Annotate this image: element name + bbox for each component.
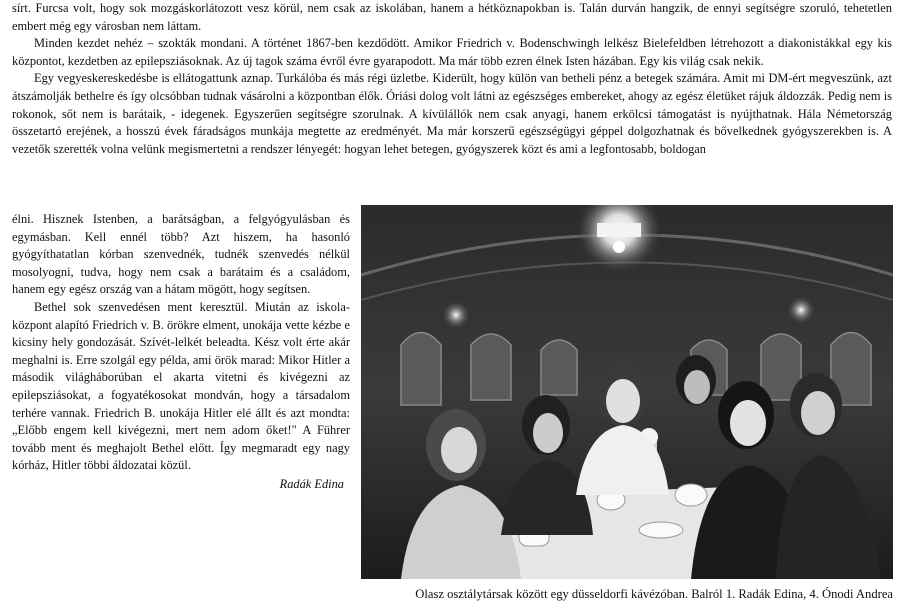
author-byline: Radák Edina: [279, 476, 344, 491]
paragraph-history: Minden kezdet nehéz – szokták mondani. A történet 1867-ben kezdődött. Amikor Friedrich v. Bodenschwingh lelkész Bielefeldben létrehozott a diakonistákkal egy kis központot, kezdetben az epilepsziásoknak. Az új tagok száma évről évre gyarapodott. Ma már több ezren élnek Isten házában. Egy kis világ csak nekik.: [12, 36, 892, 68]
paragraph-intro: sírt. Furcsa volt, hogy sok mozgáskorlátozott vesz körül, nem csak az iskolában, hanem a hétköznapokban is. Talán durván hangzik, de ennyi segítségre szoruló, tehetetlen embert még egy városban nem láttam.: [12, 1, 892, 33]
paragraph-faith: élni. Hisznek Istenben, a barátságban, a felgyógyulásban és egymásban. Kell ennél több? Azt hiszem, ha hasonló gyógyíthatatlan kórban szenvednék, tudnék szenvedés nélkül mosolyogni, tudva, hogy nem csak a barátaim és a családom, hanem egy egész ország van a hátam mögött, hogy segítsen.: [12, 212, 350, 297]
paragraph-shopping: Egy vegyeskereskedésbe is ellátogattunk aznap. Turkálóba és más régi üzletbe. Kiderült, hogy külön van betheli pénz a betegek számára. Amit mi DM-ért megveszünk, azt átszámolják bethelre és így olcsóbban tudnak vásárolni a központban élők. Óriási dolog volt látni az egészséges embereket, ahogy az egész életüket rájuk áldozzák. Pedig nem is rokonok, sőt nem is barátaik, - idegenek. Egyszerűen segítségre szorulnak. A kívülállók nem csak anyagi, hanem erkölcsi támogatást is nyújthatnak. Hála Németország összetartó erejének, a hosszú évek fáradságos munkája megtette az eredményét. Ma már korszerű egészségügyi géppel dolgozhatnak és bővelkednek gyógyszerekben is. A vezetők szerették volna velünk megismertetni a rendszer lényegét: hogyan lehet betegen, gyógyszerek közt és ami a legfontosabb, boldogan: [12, 71, 892, 156]
cafe-group-photo: [361, 205, 893, 579]
photo-caption: Olasz osztálytársak között egy düsseldorfi kávézóban. Balról 1. Radák Edina, 4. Ónodi Andrea: [415, 587, 893, 601]
paragraph-bethel-history: Bethel sok szenvedésen ment keresztül. Miután az iskola-központ alapító Friedrich v. B. örökre elment, unokája vette kézbe e kicsiny hely gondozását. Szívét-lelkét beleadta. Kész volt érte akár meghalni is. Erre szolgál egy példa, ami örök marad: Mikor Hitler a második világháborúban el akarta vitetni és kivégezni az epilepsziásokat, a fogyatékosokat mondván, hogy a társadalom terhére vannak. Friedrich B. unokája Hitler elé állt és azt mondta: „Előbb engem kell kivégezni, mert nem adom őket!" A Führer tovább ment és meghajolt Bethel előtt. Így megmaradt egy nagy kórház, Hitler többi áldozatai közül.: [12, 299, 350, 473]
article-top-text: [12, 0, 892, 158]
article-left-column: [12, 211, 350, 494]
